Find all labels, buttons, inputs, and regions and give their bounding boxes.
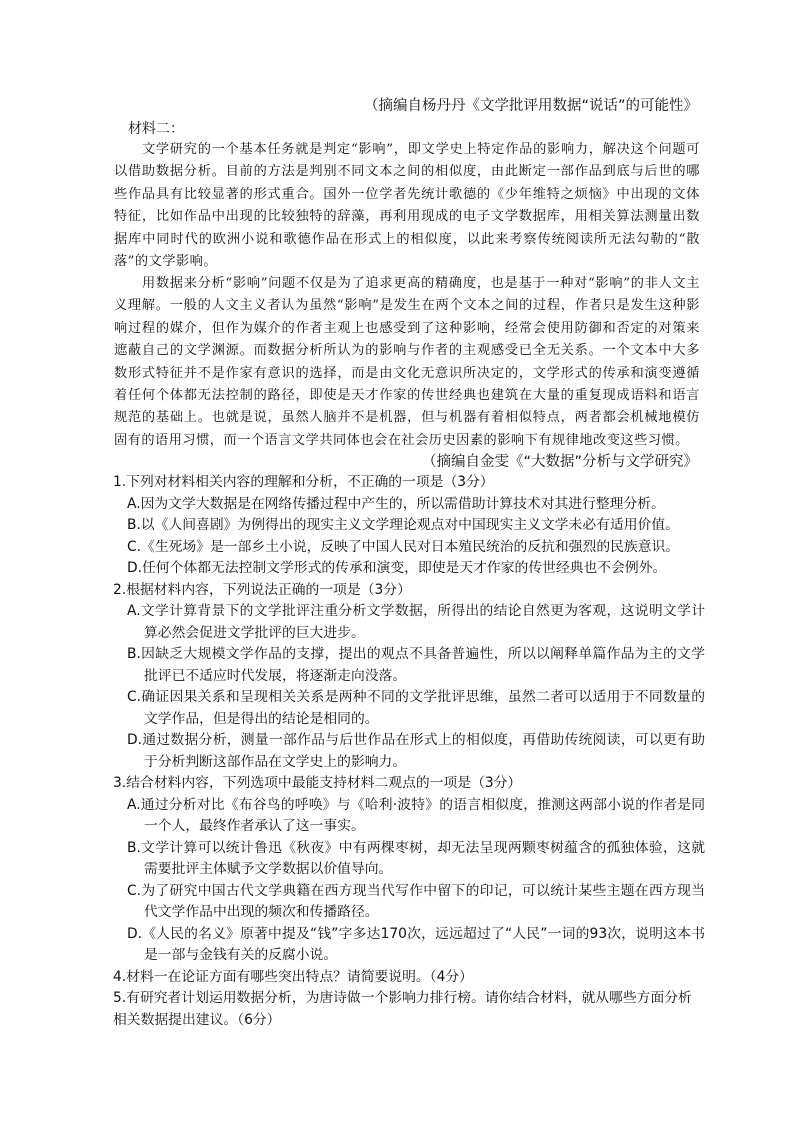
question-stem: 4.材料一在论证方面有哪些突出特点？请简要说明。（4分） <box>113 968 473 985</box>
option-d: D.通过数据分析，测量一部作品与后世作品在形式上的相似度，再借助传统阅读，可以更有助于分析判断这部作品在文学史上的影响力。 <box>127 732 705 770</box>
question-3 <box>113 773 705 967</box>
question-1 <box>113 472 705 580</box>
option-b: B.以《人间喜剧》为例得出的现实主义文学理论观点对中国现实主义文学未必有适用价值。 <box>127 517 679 533</box>
question-list <box>113 472 705 1031</box>
question-stem: 5.有研究者计划运用数据分析，为唐诗做一个影响力排行榜。请你结合材料，就从哪些方面分析相关数据提出建议。（6分） <box>113 990 692 1028</box>
option-c: C.确证因果关系和呈现相关关系是两种不同的文学批评思维，虽然二者可以适用于不同数量的文学作品，但是得出的结论是相同的。 <box>127 689 705 727</box>
option-a: A.通过分析对比《布谷鸟的呼唤》与《哈利·波特》的语言相似度，推测这两部小说的作者是同一个人，最终作者承认了这一事实。 <box>127 796 705 834</box>
question-stem: 1.下列对材料相关内容的理解和分析，不正确的一项是（3分） <box>113 474 494 490</box>
question-stem: 3.结合材料内容，下列选项中最能支持材料二观点的一项是（3分） <box>113 775 522 791</box>
option-c: C.《生死场》是一部乡土小说，反映了中国人民对日本殖民统治的反抗和强烈的民族意识。 <box>127 538 680 555</box>
material-2-paragraph-2: 用数据来分析“影响”问题不仅是为了追求更高的精确度，也是基于一种对“影响”的非人文主义理解。一般的人文主义者认为虽然“影响”是发生在两个文本之间的过程，作者只是发生这种影响过程的媒介，但作为媒介的作者主观上也感受到了这种影响，经常会使用防御和否定的对策来遮蔽自己的文学渊源。而数据分析所认为的影响与作者的主观感受已全无关系。一个文本中大多数形式特征并不是作家有意识的选择，而是由文化无意识所决定的，文学形式的传承和演变遵循着任何个体都无法控制的路径，即使是天才作家的传世经典也建筑在大量的重复现成语料和语言规范的基础上。也就是说，虽然人脑并不是机器，但与机器有着相似特点，两者都会机械地模仿固有的语用习惯，而一个语言文学共同体也会在社会历史因素的影响下有规律地改变这些习惯。 <box>114 276 700 448</box>
source-citation-1: （摘编自杨丹丹《文学批评用数据“说话”的可能性》 <box>363 98 698 114</box>
question-stem: 2.根据材料内容，下列说法正确的一项是（3分） <box>113 581 411 598</box>
question-5 <box>113 988 705 1031</box>
source-citation-2: （摘编自金雯《“大数据”分析与文学研究》 <box>421 454 698 470</box>
option-d: D.《人民的名义》原著中提及“钱”字多达170次，远远超过了“人民”一词的93次，说明这本书是一部与金钱有关的反腐小说。 <box>127 925 705 963</box>
question-2 <box>113 580 705 774</box>
option-a: A.因为文学大数据是在网络传播过程中产生的，所以需借助计算技术对其进行整理分析。 <box>127 495 665 512</box>
option-d: D.任何个体都无法控制文学形式的传承和演变，即使是天才作家的传世经典也不会例外。 <box>127 560 667 576</box>
option-a: A.文学计算背景下的文学批评注重分析文学数据，所得出的结论自然更为客观，这说明文学计算必然会促进文学批评的巨大进步。 <box>127 603 705 641</box>
option-c: C.为了研究中国古代文学典籍在西方现当代写作中留下的印记，可以统计某些主题在西方现当代文学作品中出现的频次和传播路径。 <box>127 882 705 920</box>
option-b: B.文学计算可以统计鲁迅《秋夜》中有两棵枣树，却无法呈现两颗枣树蕴含的孤独体验，这就需要批评主体赋予文学数据以价值导向。 <box>127 839 705 877</box>
material-2-paragraph-1: 文学研究的一个基本任务就是判定“影响”，即文学史上特定作品的影响力，解决这个问题可以借助数据分析。目前的方法是判别不同文本之间的相似度，由此断定一部作品到底与后世的哪些作品具有比较显著的形式重合。国外一位学者先统计歌德的《少年维特之烦恼》中出现的文体特征，比如作品中出现的比较独特的辞藻，再利用现成的电子文学数据库，用相关算法测量出数据库中同时代的欧洲小说和歌德作品在形式上的相似度，以此来考察传统阅读所无法勾勒的“散落”的文学影响。 <box>114 142 700 270</box>
question-4 <box>113 967 705 989</box>
option-b: B.因缺乏大规模文学作品的支撑，提出的观点不具备普遍性，所以以阐释单篇作品为主的文学批评已不适应时代发展，将逐渐走向没落。 <box>127 646 705 684</box>
material-2-heading: 材料二： <box>128 121 184 137</box>
